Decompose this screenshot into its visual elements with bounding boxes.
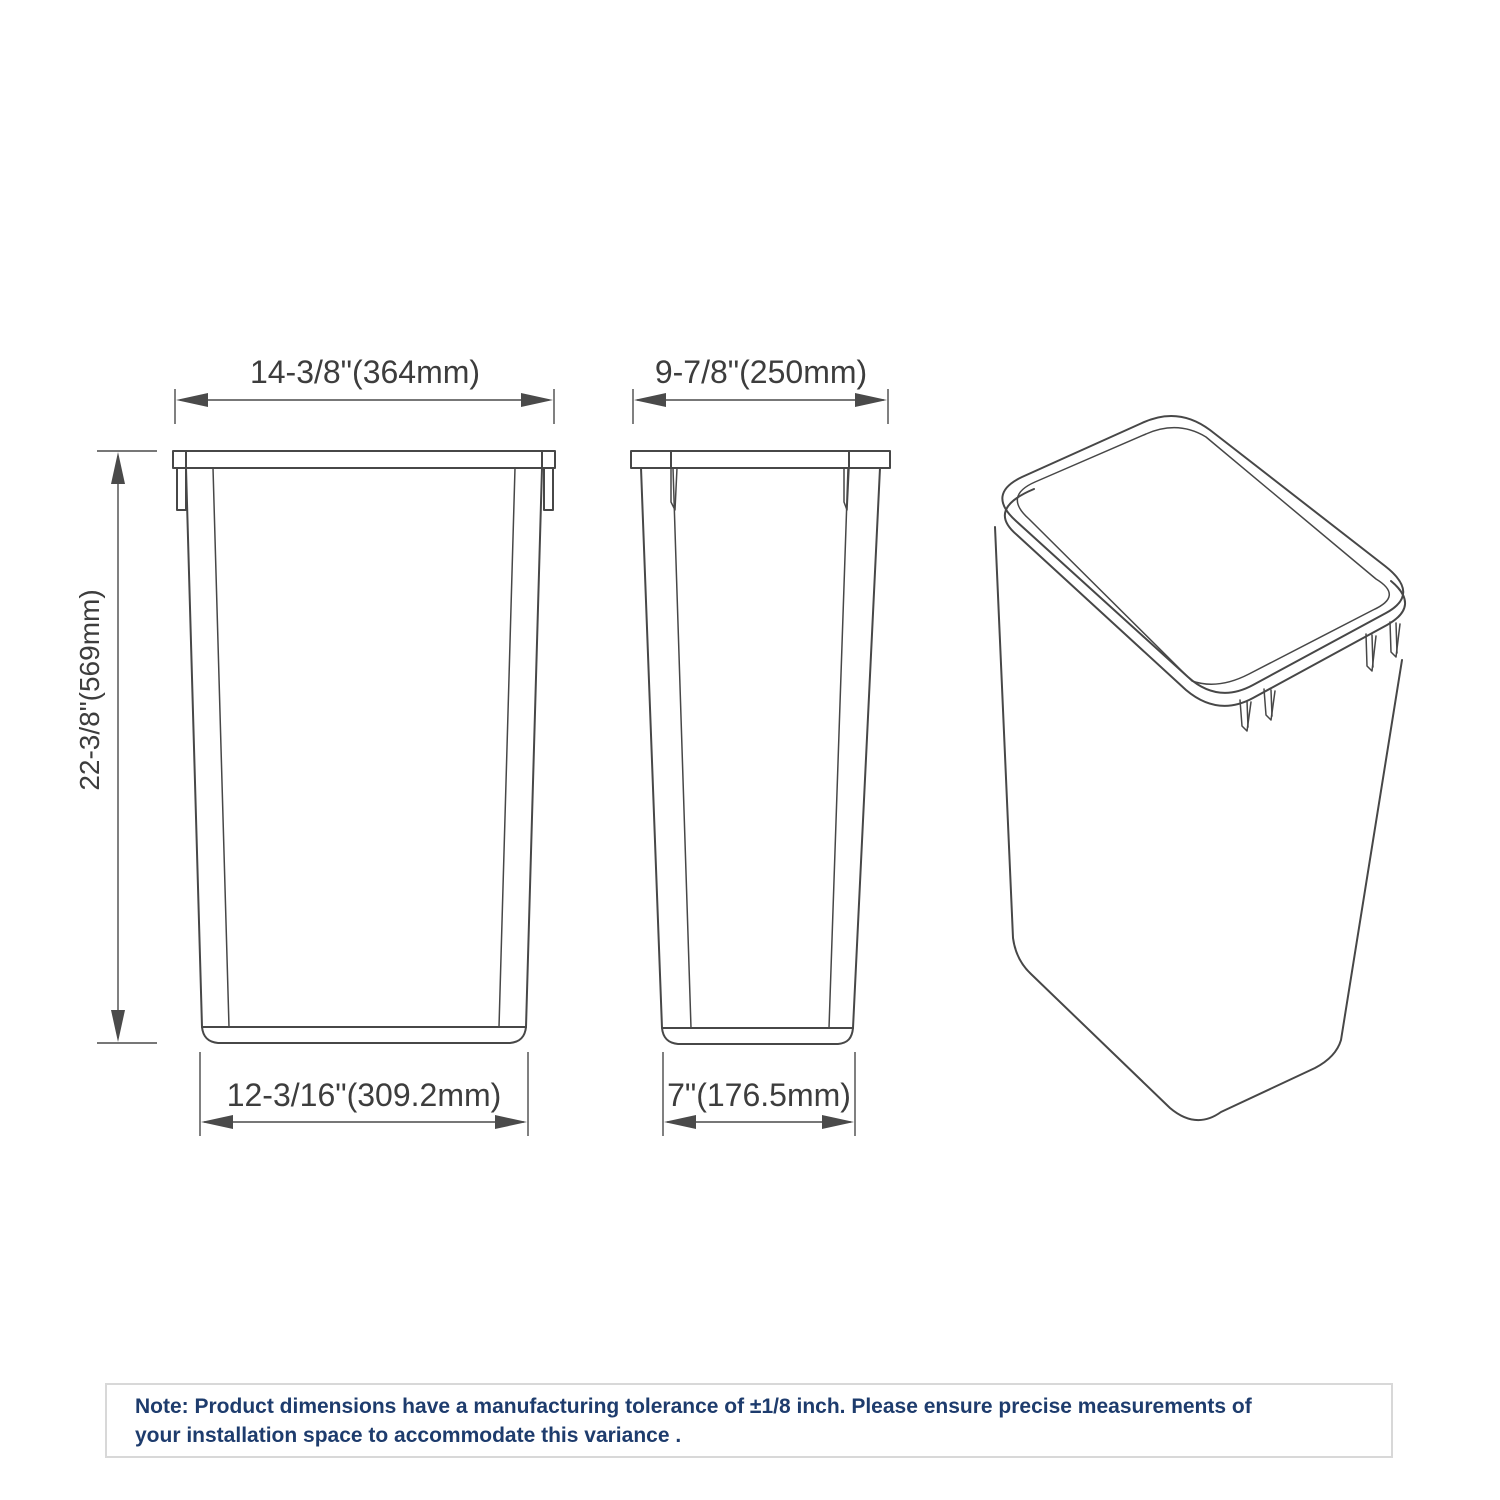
front-side-inner-left [213,468,229,1027]
arrowhead-left [634,393,666,407]
front-tab-left [177,468,186,510]
arrowhead-right [495,1115,527,1129]
arrowhead-right [521,393,553,407]
side-rim [631,451,890,468]
mounting-prong-4-edge [1396,623,1397,653]
arrowhead-left [664,1115,696,1129]
front-side-outer-right [526,468,542,1027]
rim-thickness-edge [1005,489,1405,706]
tolerance-note-line-2: your installation space to accommodate this variance . [135,1424,682,1447]
height-dimension-label: 22-3/8"(569mm) [74,589,105,791]
mounting-prong-1-edge [1247,701,1248,727]
side-view [631,451,890,1044]
mounting-prong-3-edge [1372,635,1373,667]
front-top-dimension [175,354,554,424]
arrowhead-left [176,393,208,407]
side-top-dimension [633,354,888,424]
tolerance-note-line-1: Note: Product dimensions have a manufacturing tolerance of ±1/8 inch. Please ensure precise measurements of [135,1395,1252,1418]
rim-inner-outline [1017,428,1389,685]
side-inner-left [673,468,691,1028]
front-side-outer-left [186,468,202,1027]
side-outer-left [641,468,662,1028]
side-inner-right [829,468,848,1028]
body-silhouette [995,527,1402,1120]
front-top-dimension-label: 14-3/8"(364mm) [249,354,481,390]
arrowhead-bottom [111,1010,125,1042]
height-dimension [74,451,157,1043]
mounting-prong-2-edge [1271,690,1272,716]
arrowhead-top [111,452,125,484]
side-bottom-dimension-label: 7"(176.5mm) [667,1077,851,1113]
mounting-prong-1 [1240,700,1251,731]
side-outer-right [853,468,880,1028]
front-bottom-dimension-label: 12-3/16"(309.2mm) [226,1077,502,1113]
arrowhead-left [201,1115,233,1129]
arrowhead-right [855,393,887,407]
side-base-outline [662,1028,853,1044]
front-view [173,451,555,1043]
side-top-dimension-label: 9-7/8"(250mm) [654,354,868,390]
front-rim [173,451,555,468]
tolerance-note-box [105,1383,1393,1458]
mounting-prong-3 [1366,634,1376,671]
rim-outer-outline [1002,416,1403,693]
front-bottom-dimension [200,1052,528,1136]
front-side-inner-right [499,468,515,1027]
side-bottom-dimension [663,1052,855,1136]
mounting-prong-4 [1390,622,1400,657]
perspective-view [995,416,1405,1120]
front-tab-right [544,468,553,510]
arrowhead-right [822,1115,854,1129]
mounting-prong-2 [1264,689,1275,720]
front-base-outline [202,1027,526,1043]
